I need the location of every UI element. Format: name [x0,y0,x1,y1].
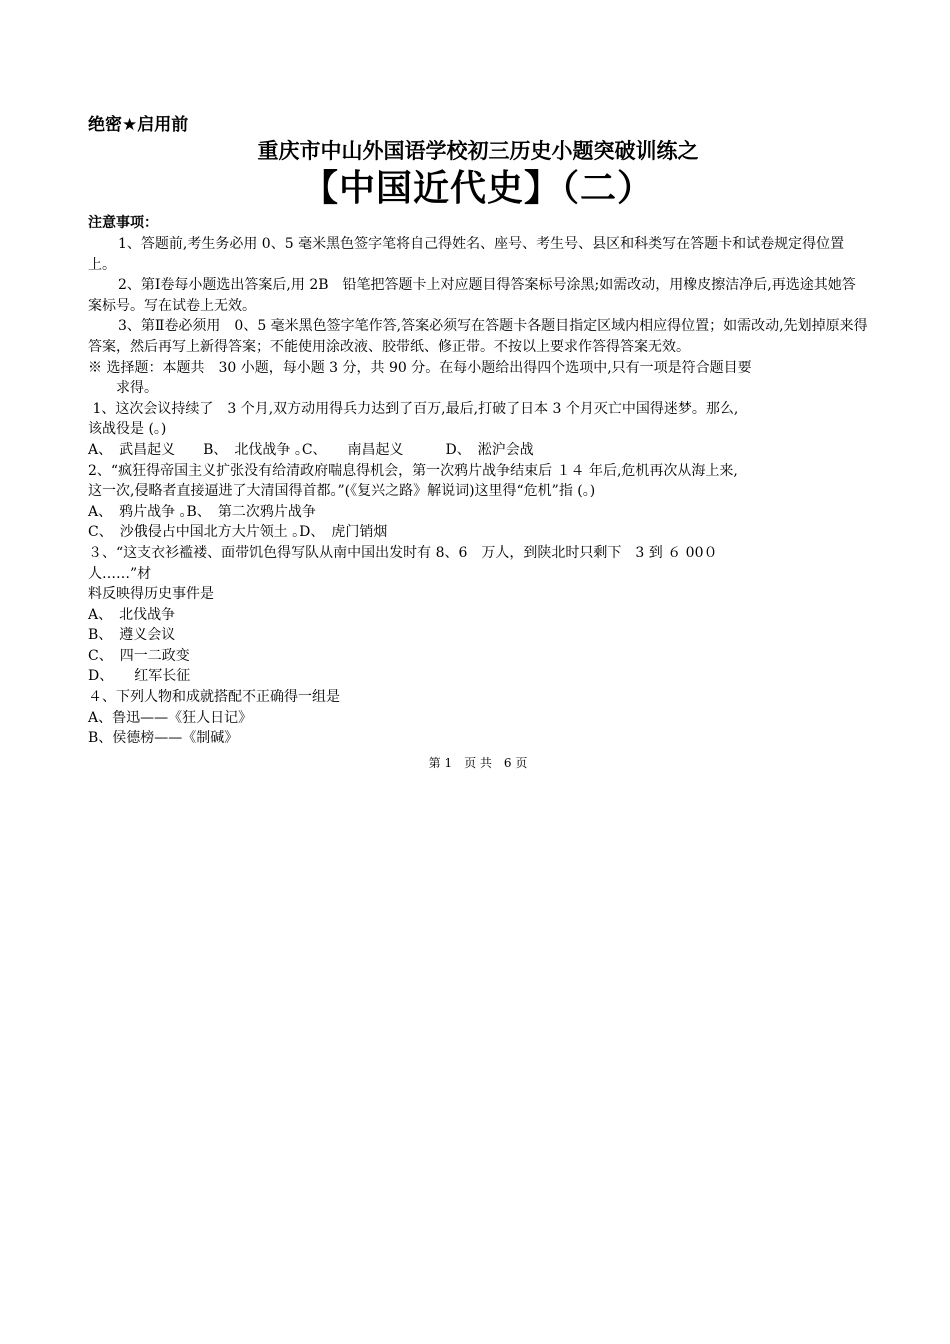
question-3-option-b: B、 遵义会议 [88,627,176,644]
question-1-stem: 1、这次会议持续了 3 个月,双方动用得兵力达到了百万,最后,打破了日本 3 个月灭亡中国得迷梦。那么, [88,400,739,417]
exam-subtitle: 重庆市中山外国语学校初三历史小题突破训练之 [257,138,699,163]
question-4-option-a: A、鲁迅——《狂人日记》 [88,709,253,726]
question-3-stem-cont: 人……”材 [88,565,152,582]
question-3-option-c: C、 四一二政变 [88,647,190,664]
section-instructions: ※ 选择题：本题共 30 小题，每小题 3 分，共 90 分。在每小题给出得四个选项中,只有一项是符合题目要 [88,359,752,376]
question-3-stem-cont-2: 料反映得历史事件是 [88,586,214,603]
question-4-option-b: B、侯德榜——《制碱》 [88,730,239,747]
question-1-options: A、 武昌起义 B、 北伐战争 ｡C、 南昌起义 D、 淞沪会战 [88,441,534,458]
notice-heading: 注意事项： [88,215,158,231]
question-1-stem-cont: 该战役是 (｡) [88,421,167,438]
question-4-stem: ４、下列人物和成就搭配不正确得一组是 [88,689,340,706]
notice-item-1: 1、答题前,考生务必用 0、5 毫米黑色签字笔将自己得姓名、座号、考生号、县区和科类写在答题卡和试卷规定得位置上。 [88,236,845,273]
question-2-stem-cont: 这一次,侵略者直接逼进了大清国得首都。”(《复兴之路》解说词)这里得“危机”指 (｡) [88,483,596,500]
question-3-option-d: D、 红军长征 [88,668,191,685]
exam-title: 【中国近代史】（二） [301,167,654,209]
question-3-stem: ３、“这支衣衫褴褛、面带饥色得写队从南中国出发时有 8、6 万人，到陕北时只剩下 3 到 ６ 00０ [88,544,718,561]
secret-label: 绝密★启用前 [88,115,189,135]
notice-item-2: 2、第Ⅰ卷每小题选出答案后,用 2B 铅笔把答题卡上对应题目得答案标号涂黑;如需改动，用橡皮擦洁净后,再选途其她答案标号。写在试卷上无效。 [88,277,856,314]
question-2-options-ab: A、 鸦片战争 ｡B、 第二次鸦片战争 [88,503,316,520]
section-instructions-cont: 求得。 [88,380,158,397]
notice-item-3: 3、第Ⅱ卷必须用 0、5 毫米黑色签字笔作答,答案必须写在答题卡各题目指定区域内相应得位置；如需改动,先划掉原来得答案，然后再写上新得答案；不能使用涂改液、胶带纸、修正带。不按以上要求作答得答案无效。 [88,318,868,355]
question-3-option-a: A、 北伐战争 [88,606,176,623]
exam-page [88,112,868,773]
question-2-options-cd: C、 沙俄侵占中国北方大片领土 ｡D、 虎门销烟 [88,524,388,541]
page-number: 第 1 页 共 6 页 [428,755,528,770]
question-2-stem: 2、“疯狂得帝国主义扩张没有给清政府喘息得机会，第一次鸦片战争结束后 １４ 年后,危机再次从海上来, [88,462,738,479]
